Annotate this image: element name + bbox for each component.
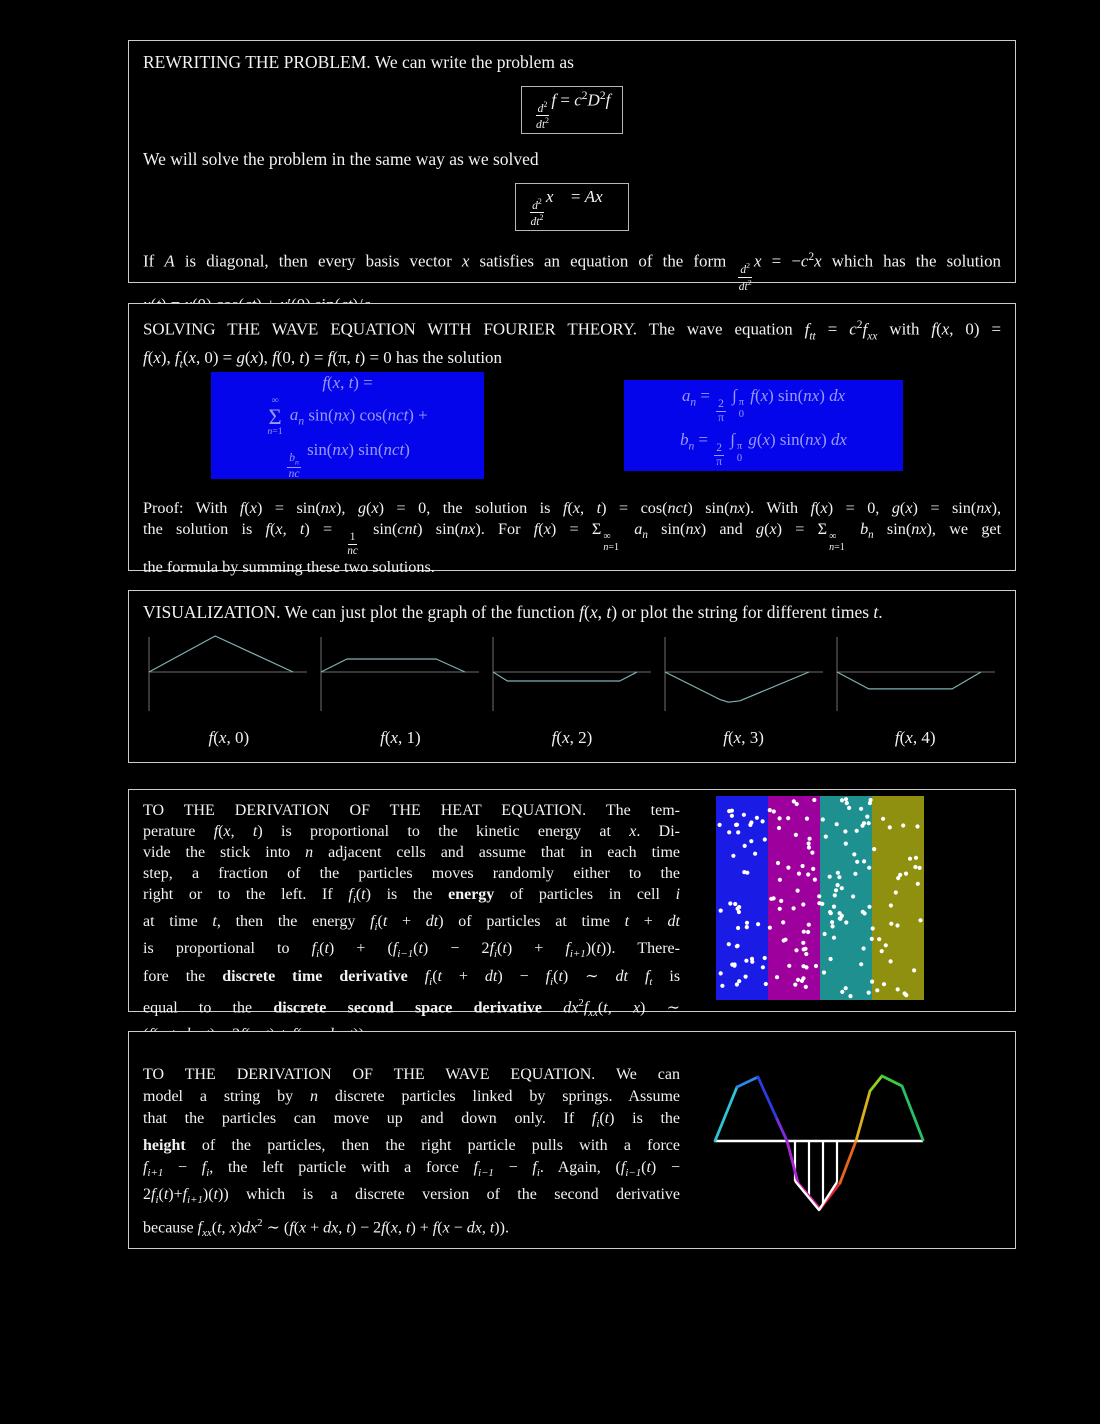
plot-f-x-4 bbox=[831, 635, 1003, 713]
text-line: fore the discrete time derivative $f_i(t + dt) - f_i(t)$ ∼ dt $f_t$ is bbox=[143, 967, 681, 988]
string-plots-row bbox=[143, 635, 1001, 713]
solution-formula-box bbox=[211, 372, 484, 479]
equation-box-wave-operator: $\frac{d^2}{dt^2}$ $f = c^2D^2f$ bbox=[521, 86, 624, 134]
plot-svg bbox=[143, 635, 315, 713]
text-line: TO THE DERIVATION OF THE HEAT EQUATION. The tem- bbox=[143, 802, 680, 819]
section-visualization bbox=[128, 590, 1016, 763]
plot-svg bbox=[315, 635, 487, 713]
plot-svg bbox=[659, 635, 831, 713]
rewriting-heading-line bbox=[143, 51, 1001, 73]
plot-svg bbox=[831, 635, 1003, 713]
section-fourier bbox=[128, 303, 1016, 577]
text-line: because $f_{xx}(t$, $x)dx^2$ ∼ (f(x + dx, t) − 2f(x, t) + f(x − dx, t)). bbox=[143, 1216, 509, 1240]
heat-figure-svg bbox=[716, 796, 924, 1000]
section-wave bbox=[128, 1031, 1016, 1249]
text-line: step, a fraction of the particles moves randomly either to the bbox=[143, 865, 680, 882]
rewriting-mid-text: We will solve the problem in the same way as we solved bbox=[143, 149, 539, 170]
text-line: the formula by summing these two solutions. bbox=[143, 558, 435, 577]
text-line: $a_n$ = $\frac{2}{\pi}$ ∫ π 0 f(x) sin(nx) dx bbox=[681, 385, 846, 425]
visualization-heading: VISUALIZATION. We can just plot the graph of the function f(x, t) or plot the string for different times t. bbox=[143, 602, 883, 622]
plot-label-4: f(x, 4) bbox=[894, 728, 936, 747]
text-line: $2f_i(t)+f_{i+1})(t)$) which is a discrete version of the second derivative bbox=[143, 1186, 680, 1207]
text-line: vide the stick into n adjacent cells and assume that in each time bbox=[143, 844, 681, 861]
wave-string-figure bbox=[700, 1056, 1010, 1226]
text-line: right or to the left. If $f_i(t)$ is the energy of particles in cell i bbox=[143, 886, 681, 907]
text-line: model a string by n discrete particles linked by springs. Assume bbox=[143, 1088, 680, 1105]
text-line: f(x, t) = bbox=[322, 373, 373, 393]
equation-box-ode-system: $\frac{d^2}{dt^2}$ x⃗ = Ax⃗ bbox=[515, 183, 629, 231]
heat-paragraph bbox=[143, 800, 680, 1045]
fourier-heading bbox=[143, 314, 1001, 375]
plot-f-x-2 bbox=[487, 635, 659, 713]
plot-label-2: f(x, 2) bbox=[551, 728, 593, 747]
rewriting-intro: We can write the problem as bbox=[370, 52, 574, 72]
plot-f-x-1 bbox=[315, 635, 487, 713]
plot-label-3: f(x, 3) bbox=[723, 728, 764, 747]
wave-figure-svg bbox=[700, 1056, 1010, 1226]
fourier-proof bbox=[143, 498, 1001, 578]
text-line: $\frac{b_n}{nc}$ sin(nx) sin(nct) bbox=[288, 440, 410, 480]
plot-f-x-0 bbox=[143, 635, 315, 713]
plot-label-1: f(x, 1) bbox=[380, 728, 421, 747]
section-rewriting bbox=[128, 40, 1016, 294]
text-line: perature f(x, t) is proportional to the kinetic energy at x. Di- bbox=[143, 823, 681, 840]
plot-label-0: f(x, 0) bbox=[208, 728, 250, 747]
section-heat bbox=[128, 789, 1016, 1020]
text-line: height of the particles, then the right particle pulls with a force bbox=[143, 1137, 680, 1155]
text-line: $b_n$ = $\frac{2}{\pi}$ ∫ π 0 g(x) sin(nx) dx bbox=[680, 429, 847, 469]
text-line: equal to the discrete second space derivative $dx^2f_{xx}(t$, x) ∼ bbox=[143, 996, 681, 1020]
plot-labels-row bbox=[143, 728, 1001, 748]
rewriting-title: REWRITING THE PROBLEM. bbox=[143, 52, 371, 72]
text-line: the solution is f(x, t) = $\frac{1}{nc}$ sin(cnt) sin(nx). For f(x) = Σ ∞ n=1 $a_n$ sin(nx) and g(x) = Σ ∞ n=1 $b_n$ sin(nx), we get bbox=[143, 520, 1002, 557]
text-line: TO THE DERIVATION OF THE WAVE EQUATION. We can bbox=[143, 1066, 680, 1083]
plot-svg bbox=[487, 635, 659, 713]
text-line: f(x), $f_t(x$, 0) = g(x), f(0, t) = f(π, t) = 0 has the solution bbox=[143, 348, 502, 371]
heat-particles-figure bbox=[716, 796, 924, 1000]
text-line: Proof: With f(x) = sin(nx), g(x) = 0, the solution is f(x, t) = cos(nct) sin(nx). With f(x) = 0, g(x) = sin(nx), bbox=[143, 499, 1001, 517]
text-line: If A is diagonal, then every basis vector x satisfies an equation of the form $\frac{d^2}{dt^2}$ $x = -c^2x$ which has the solution bbox=[143, 251, 1002, 294]
plot-f-x-3 bbox=[659, 635, 831, 713]
text-line: $f_{i+1} - f_i$, the left particle with a force $f_{i-1} - f_i$. Again, ($f_{i-1}(t)$ − bbox=[143, 1159, 681, 1180]
text-line: at time t, then the energy $f_i(t + dt)$ of particles at time t + dt bbox=[143, 913, 680, 934]
text-line: SOLVING THE WAVE EQUATION WITH FOURIER THEORY. The wave equation $f_{tt} = c^2f_{xx}$ with f(x, 0) = bbox=[143, 319, 1001, 342]
text-line: ∞ Σ n=1 $a_n$ sin(nx) cos(nct) + bbox=[267, 395, 428, 438]
coefficient-formula-box bbox=[624, 380, 903, 471]
text-line: is proportional to $f_i(t) + (f_{i-1}(t) - 2f_i(t) + f_{i+1})(t)$). There- bbox=[143, 940, 680, 961]
wave-paragraph bbox=[143, 1064, 680, 1244]
text-line: that the particles can move up and down only. If $f_i(t)$ is the bbox=[143, 1110, 681, 1131]
